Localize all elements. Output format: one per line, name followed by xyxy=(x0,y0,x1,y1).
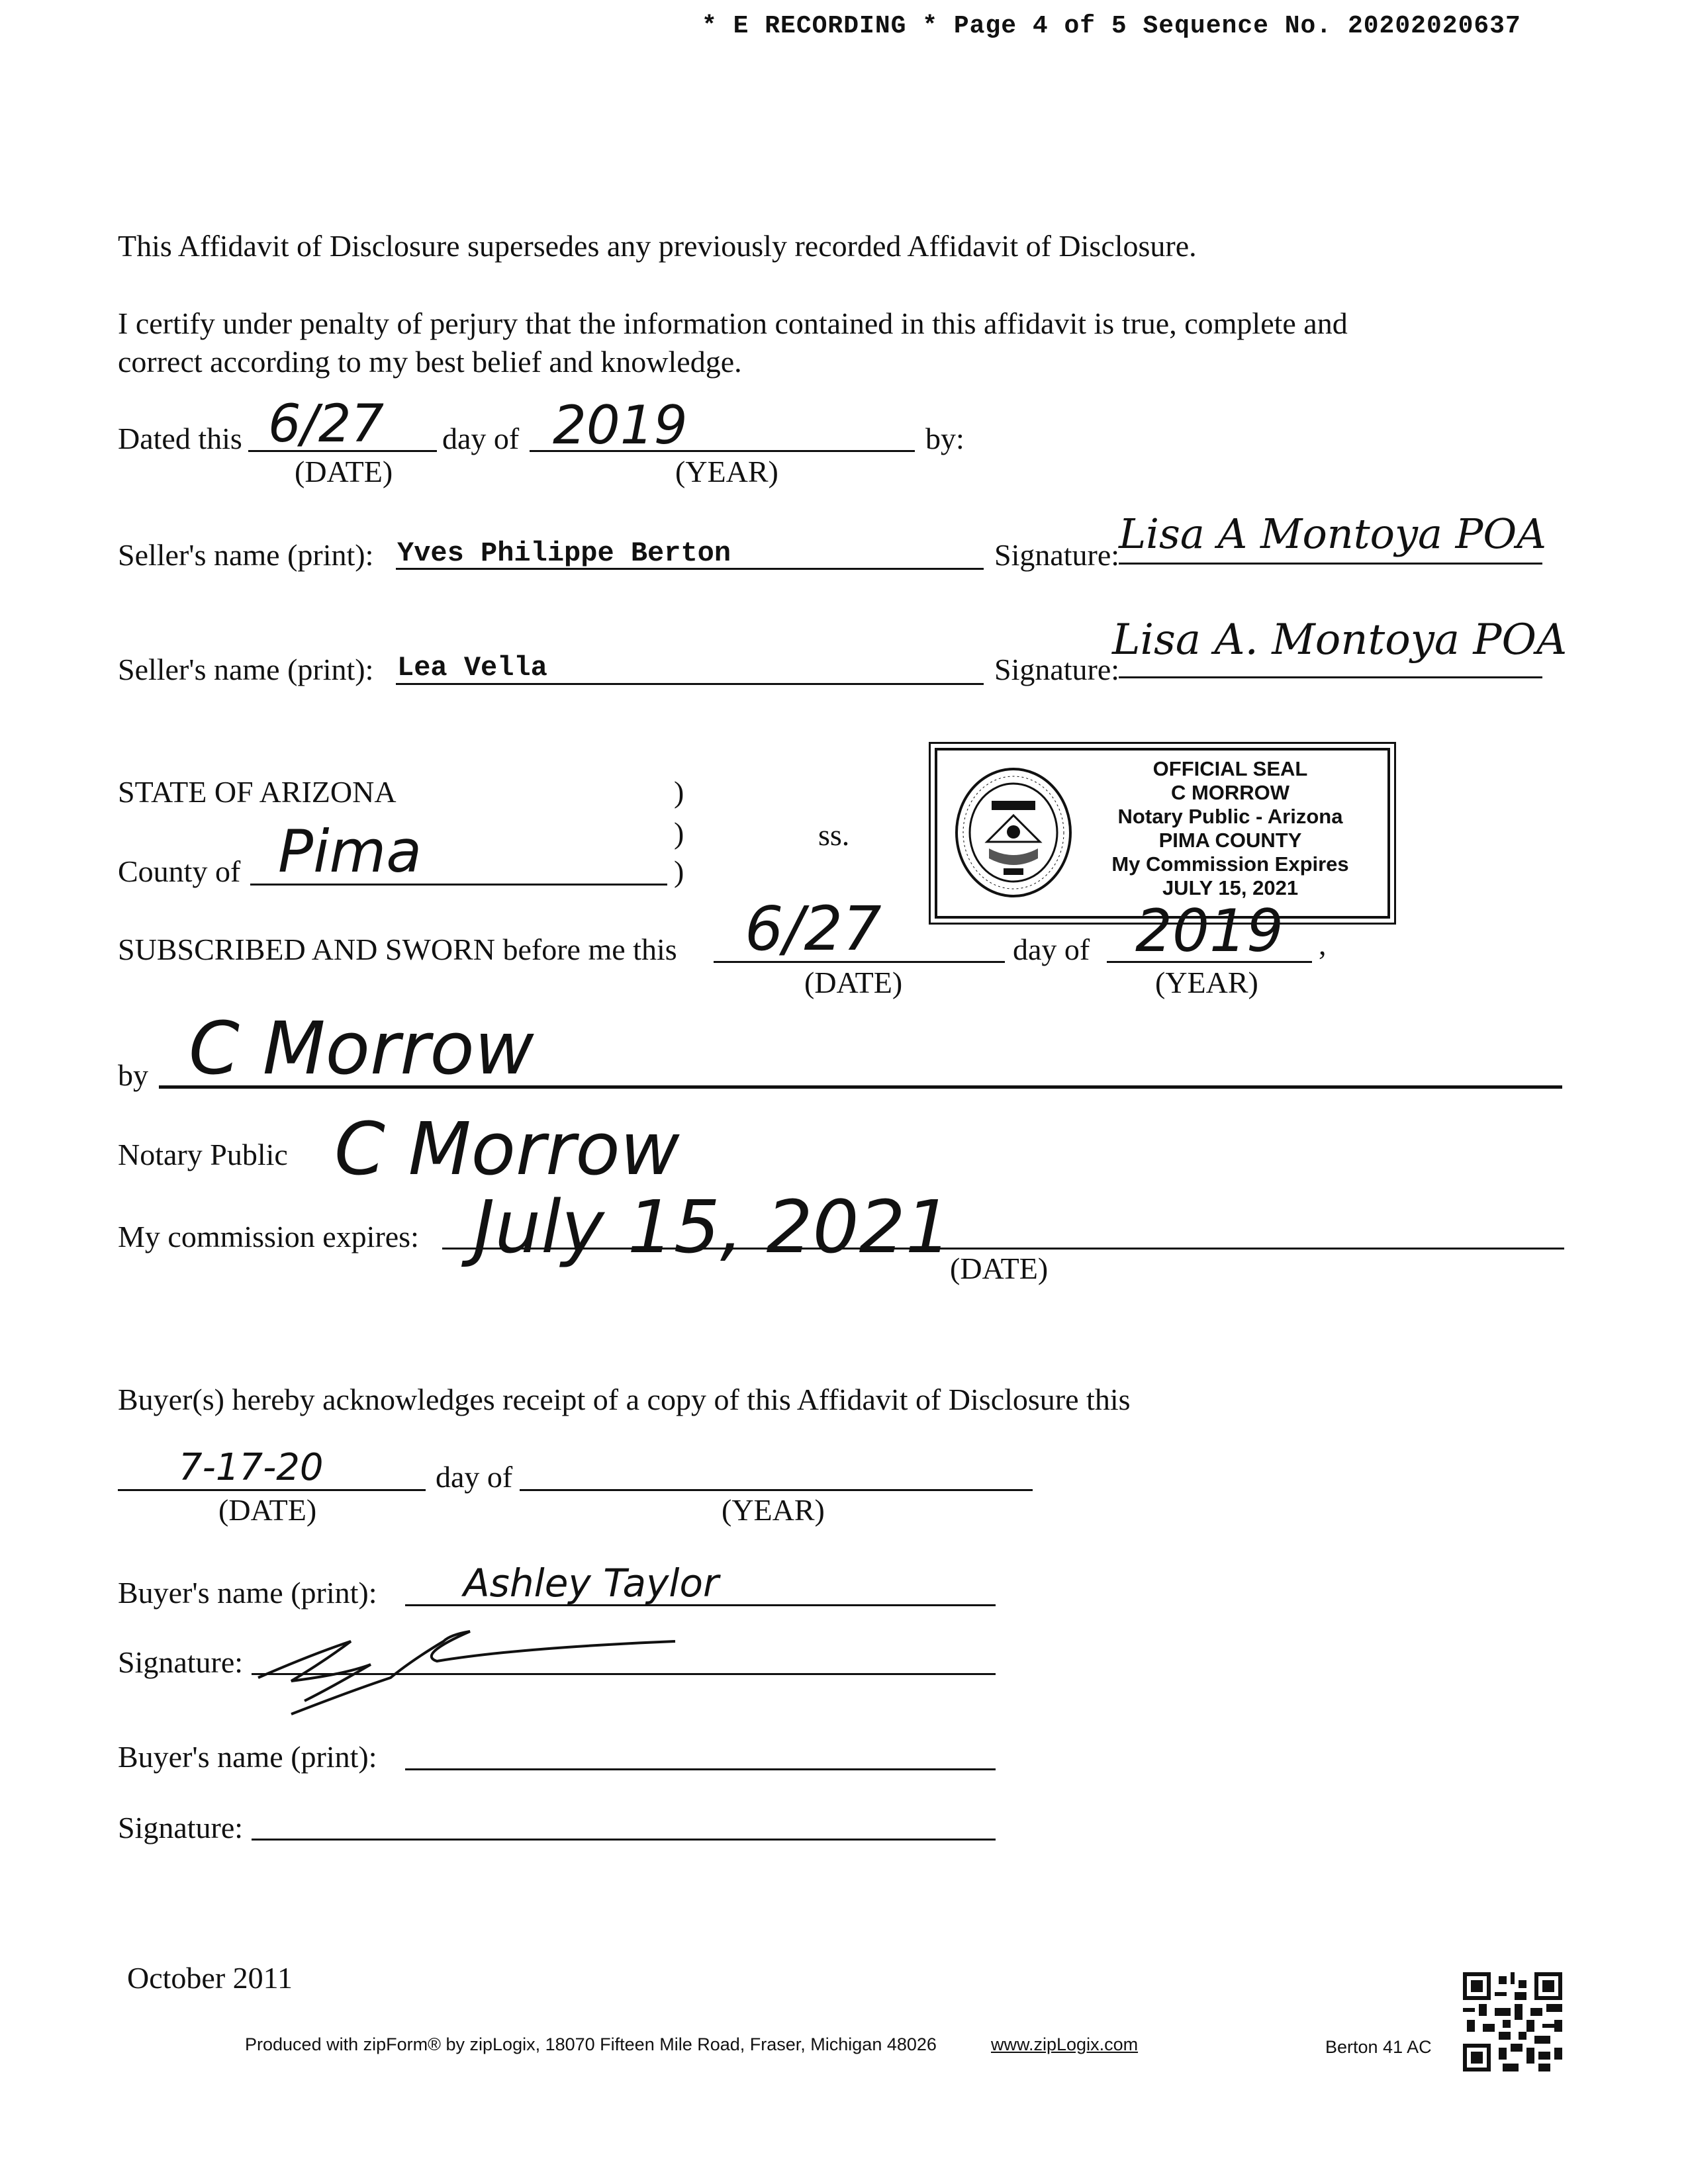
county-handwritten: Pima xyxy=(278,817,422,886)
buyer-ack-date-caption: (DATE) xyxy=(218,1493,317,1527)
dated-by: by: xyxy=(925,422,964,455)
buyer-1-signature-label: Signature: xyxy=(118,1645,244,1679)
seller-2-label: Seller's name (print): xyxy=(118,653,374,686)
buyer-ack-text: Buyer(s) hereby acknowledges receipt of a copy of this Affidavit of Disclosure this xyxy=(118,1383,1131,1416)
dated-prefix: Dated this xyxy=(118,422,242,455)
by-handwritten: C Morrow xyxy=(189,1006,534,1091)
official-seal xyxy=(935,748,1390,919)
state-label: STATE OF ARIZONA xyxy=(118,775,397,809)
commission-handwritten: July 15, 2021 xyxy=(473,1185,952,1269)
buyer-ack-day-of: day of xyxy=(436,1460,513,1494)
buyer-2-signature-line xyxy=(252,1839,996,1841)
recording-header: * E RECORDING * Page 4 of 5 Sequence No. 20202020637 xyxy=(702,12,1521,40)
certify-line-2: correct according to my best belief and knowledge. xyxy=(118,345,742,379)
buyer-1-signature-scribble xyxy=(252,1615,688,1721)
ziplogix-link[interactable]: www.zipLogix.com xyxy=(991,2034,1139,2054)
seal-line-4: PIMA COUNTY xyxy=(1158,829,1302,852)
seller-2-name: Lea Vella xyxy=(397,652,547,684)
dated-date-handwritten: 6/27 xyxy=(268,394,385,454)
dated-day-of: day of xyxy=(442,422,520,455)
produced-by-text: Produced with zipForm® by zipLogix, 18070 Fifteen Mile Road, Fraser, Michigan 48026 xyxy=(245,2034,937,2054)
state-seal-icon xyxy=(951,762,1076,903)
sworn-year-caption: (YEAR) xyxy=(1155,966,1258,999)
paren-2: ) xyxy=(674,816,684,850)
buyer-ack-year-line xyxy=(520,1489,1033,1491)
notary-public-label: Notary Public xyxy=(118,1138,288,1171)
sworn-day-of: day of xyxy=(1013,933,1090,966)
seal-line-1: OFFICIAL SEAL xyxy=(1152,757,1308,780)
seal-line-6: JULY 15, 2021 xyxy=(1162,876,1299,899)
ss-label: ss. xyxy=(818,818,850,852)
seller-1-signature-handwritten: Lisa A Montoya POA xyxy=(1119,510,1546,558)
buyer-1-name-handwritten: Ashley Taylor xyxy=(463,1561,719,1606)
seller-1-label: Seller's name (print): xyxy=(118,538,374,572)
seller-2-signature-label: Signature: xyxy=(994,653,1120,686)
buyer-2-signature-label: Signature: xyxy=(118,1811,244,1844)
paren-3: ) xyxy=(674,854,684,888)
sworn-date-caption: (DATE) xyxy=(804,966,903,999)
seller-2-signature-line xyxy=(1119,676,1542,678)
paren-1: ) xyxy=(674,775,684,809)
buyer-2-label: Buyer's name (print): xyxy=(118,1740,377,1774)
seal-line-5: My Commission Expires xyxy=(1111,852,1349,876)
subscribed-text: SUBSCRIBED AND SWORN before me this xyxy=(118,933,677,966)
seller-1-name: Yves Philippe Berton xyxy=(397,537,731,569)
buyer-2-name-line xyxy=(405,1768,996,1770)
notary-signature-handwritten: C Morrow xyxy=(334,1107,680,1191)
dated-year-handwritten: 2019 xyxy=(553,394,688,456)
buyer-ack-date-line xyxy=(118,1489,426,1491)
commission-caption: (DATE) xyxy=(950,1251,1049,1285)
by-label: by xyxy=(118,1058,148,1092)
commission-label: My commission expires: xyxy=(118,1220,419,1253)
seal-line-3: Notary Public - Arizona xyxy=(1117,805,1343,828)
sworn-comma: , xyxy=(1319,927,1327,961)
supersedes-text: This Affidavit of Disclosure supersedes any previously recorded Affidavit of Disclosure. xyxy=(118,229,1197,263)
dated-date-caption: (DATE) xyxy=(295,455,393,488)
seller-2-name-line xyxy=(396,683,984,685)
seal-line-2: C MORROW xyxy=(1170,781,1290,804)
dated-year-caption: (YEAR) xyxy=(675,455,778,488)
seller-1-signature-label: Signature: xyxy=(994,538,1120,572)
seller-1-name-line xyxy=(396,568,984,570)
sworn-date-handwritten: 6/27 xyxy=(745,893,882,964)
qr-code-icon xyxy=(1463,1972,1562,2071)
seller-1-signature-line xyxy=(1119,563,1542,565)
sworn-year-handwritten: 2019 xyxy=(1135,897,1284,965)
form-date: October 2011 xyxy=(127,1961,293,1995)
seller-2-signature-handwritten: Lisa A. Montoya POA xyxy=(1112,615,1568,664)
buyer-ack-date-handwritten: 7-17-20 xyxy=(179,1446,324,1489)
buyer-ack-year-caption: (YEAR) xyxy=(722,1493,825,1527)
file-name: Berton 41 AC xyxy=(1325,2037,1432,2057)
buyer-1-label: Buyer's name (print): xyxy=(118,1576,377,1610)
certify-line-1: I certify under penalty of perjury that the information contained in this affidavit is true, complete and xyxy=(118,306,1348,340)
county-label: County of xyxy=(118,854,241,888)
